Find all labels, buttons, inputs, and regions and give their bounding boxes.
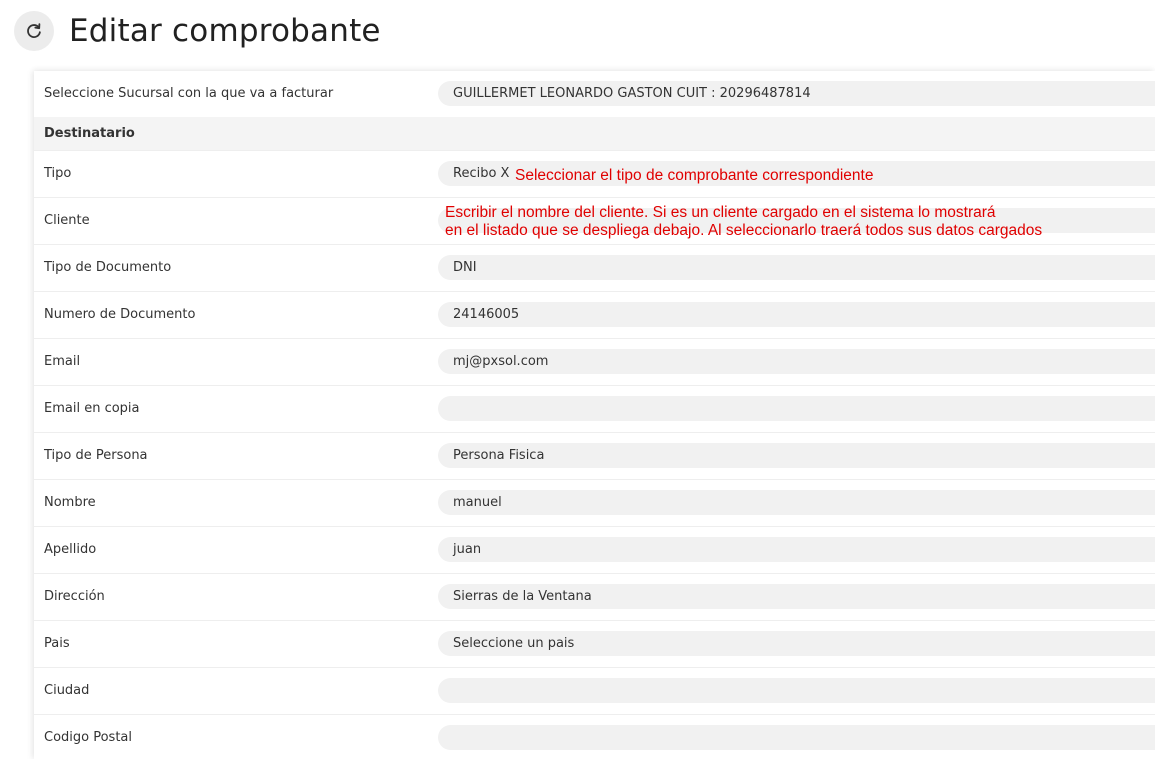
apellido-input[interactable]: juan [438, 537, 1155, 562]
sucursal-select[interactable]: GUILLERMET LEONARDO GASTON CUIT : 20296487814 [438, 81, 1155, 106]
email-copia-row [34, 386, 1155, 433]
numero-documento-input[interactable]: 24146005 [438, 302, 1155, 327]
nombre-row [34, 480, 1155, 527]
tipo-documento-label: Tipo de Documento [44, 260, 172, 275]
cliente-annotation-line1: Escribir el nombre del cliente. Si es un cliente cargado en el sistema lo mostrará [445, 204, 996, 221]
page-header [14, 11, 381, 51]
sucursal-label: Seleccione Sucursal con la que va a facturar [44, 86, 334, 101]
codigo-postal-label: Codigo Postal [44, 730, 133, 745]
ciudad-input[interactable] [438, 678, 1155, 703]
direccion-row [34, 574, 1155, 621]
nombre-input[interactable]: manuel [438, 490, 1155, 515]
numero-documento-label: Numero de Documento [44, 307, 196, 322]
codigo-postal-input[interactable] [438, 725, 1155, 750]
direccion-input[interactable]: Sierras de la Ventana [438, 584, 1155, 609]
tipo-documento-select[interactable]: DNI [438, 255, 1155, 280]
refresh-icon [24, 21, 44, 41]
numero-documento-row [34, 292, 1155, 339]
tipo-documento-row [34, 245, 1155, 292]
page-title: Editar comprobante [69, 13, 381, 49]
email-copia-label: Email en copia [44, 401, 140, 416]
cliente-label: Cliente [44, 213, 90, 228]
direccion-label: Dirección [44, 589, 105, 604]
tipo-persona-label: Tipo de Persona [44, 448, 148, 463]
email-row [34, 339, 1155, 386]
codigo-postal-row [34, 715, 1155, 759]
sucursal-row [34, 71, 1155, 118]
refresh-button[interactable] [14, 11, 54, 51]
destinatario-heading: Destinatario [44, 126, 135, 141]
ciudad-label: Ciudad [44, 683, 90, 698]
ciudad-row [34, 668, 1155, 715]
nombre-label: Nombre [44, 495, 96, 510]
destinatario-section [34, 117, 1155, 151]
tipo-annotation: Seleccionar el tipo de comprobante correspondiente [515, 167, 874, 184]
cliente-annotation-line2: en el listado que se despliega debajo. Al seleccionarlo traerá todos sus datos cargados [445, 222, 1043, 239]
pais-row [34, 621, 1155, 668]
tipo-label: Tipo [44, 166, 72, 181]
apellido-row [34, 527, 1155, 574]
pais-select[interactable]: Seleccione un pais [438, 631, 1155, 656]
pais-label: Pais [44, 636, 70, 651]
comprobante-form [34, 71, 1155, 759]
email-copia-input[interactable] [438, 396, 1155, 421]
tipo-select[interactable]: Recibo X [438, 161, 1155, 186]
apellido-label: Apellido [44, 542, 97, 557]
tipo-persona-select[interactable]: Persona Fisica [438, 443, 1155, 468]
tipo-persona-row [34, 433, 1155, 480]
email-label: Email [44, 354, 81, 369]
email-input[interactable]: mj@pxsol.com [438, 349, 1155, 374]
